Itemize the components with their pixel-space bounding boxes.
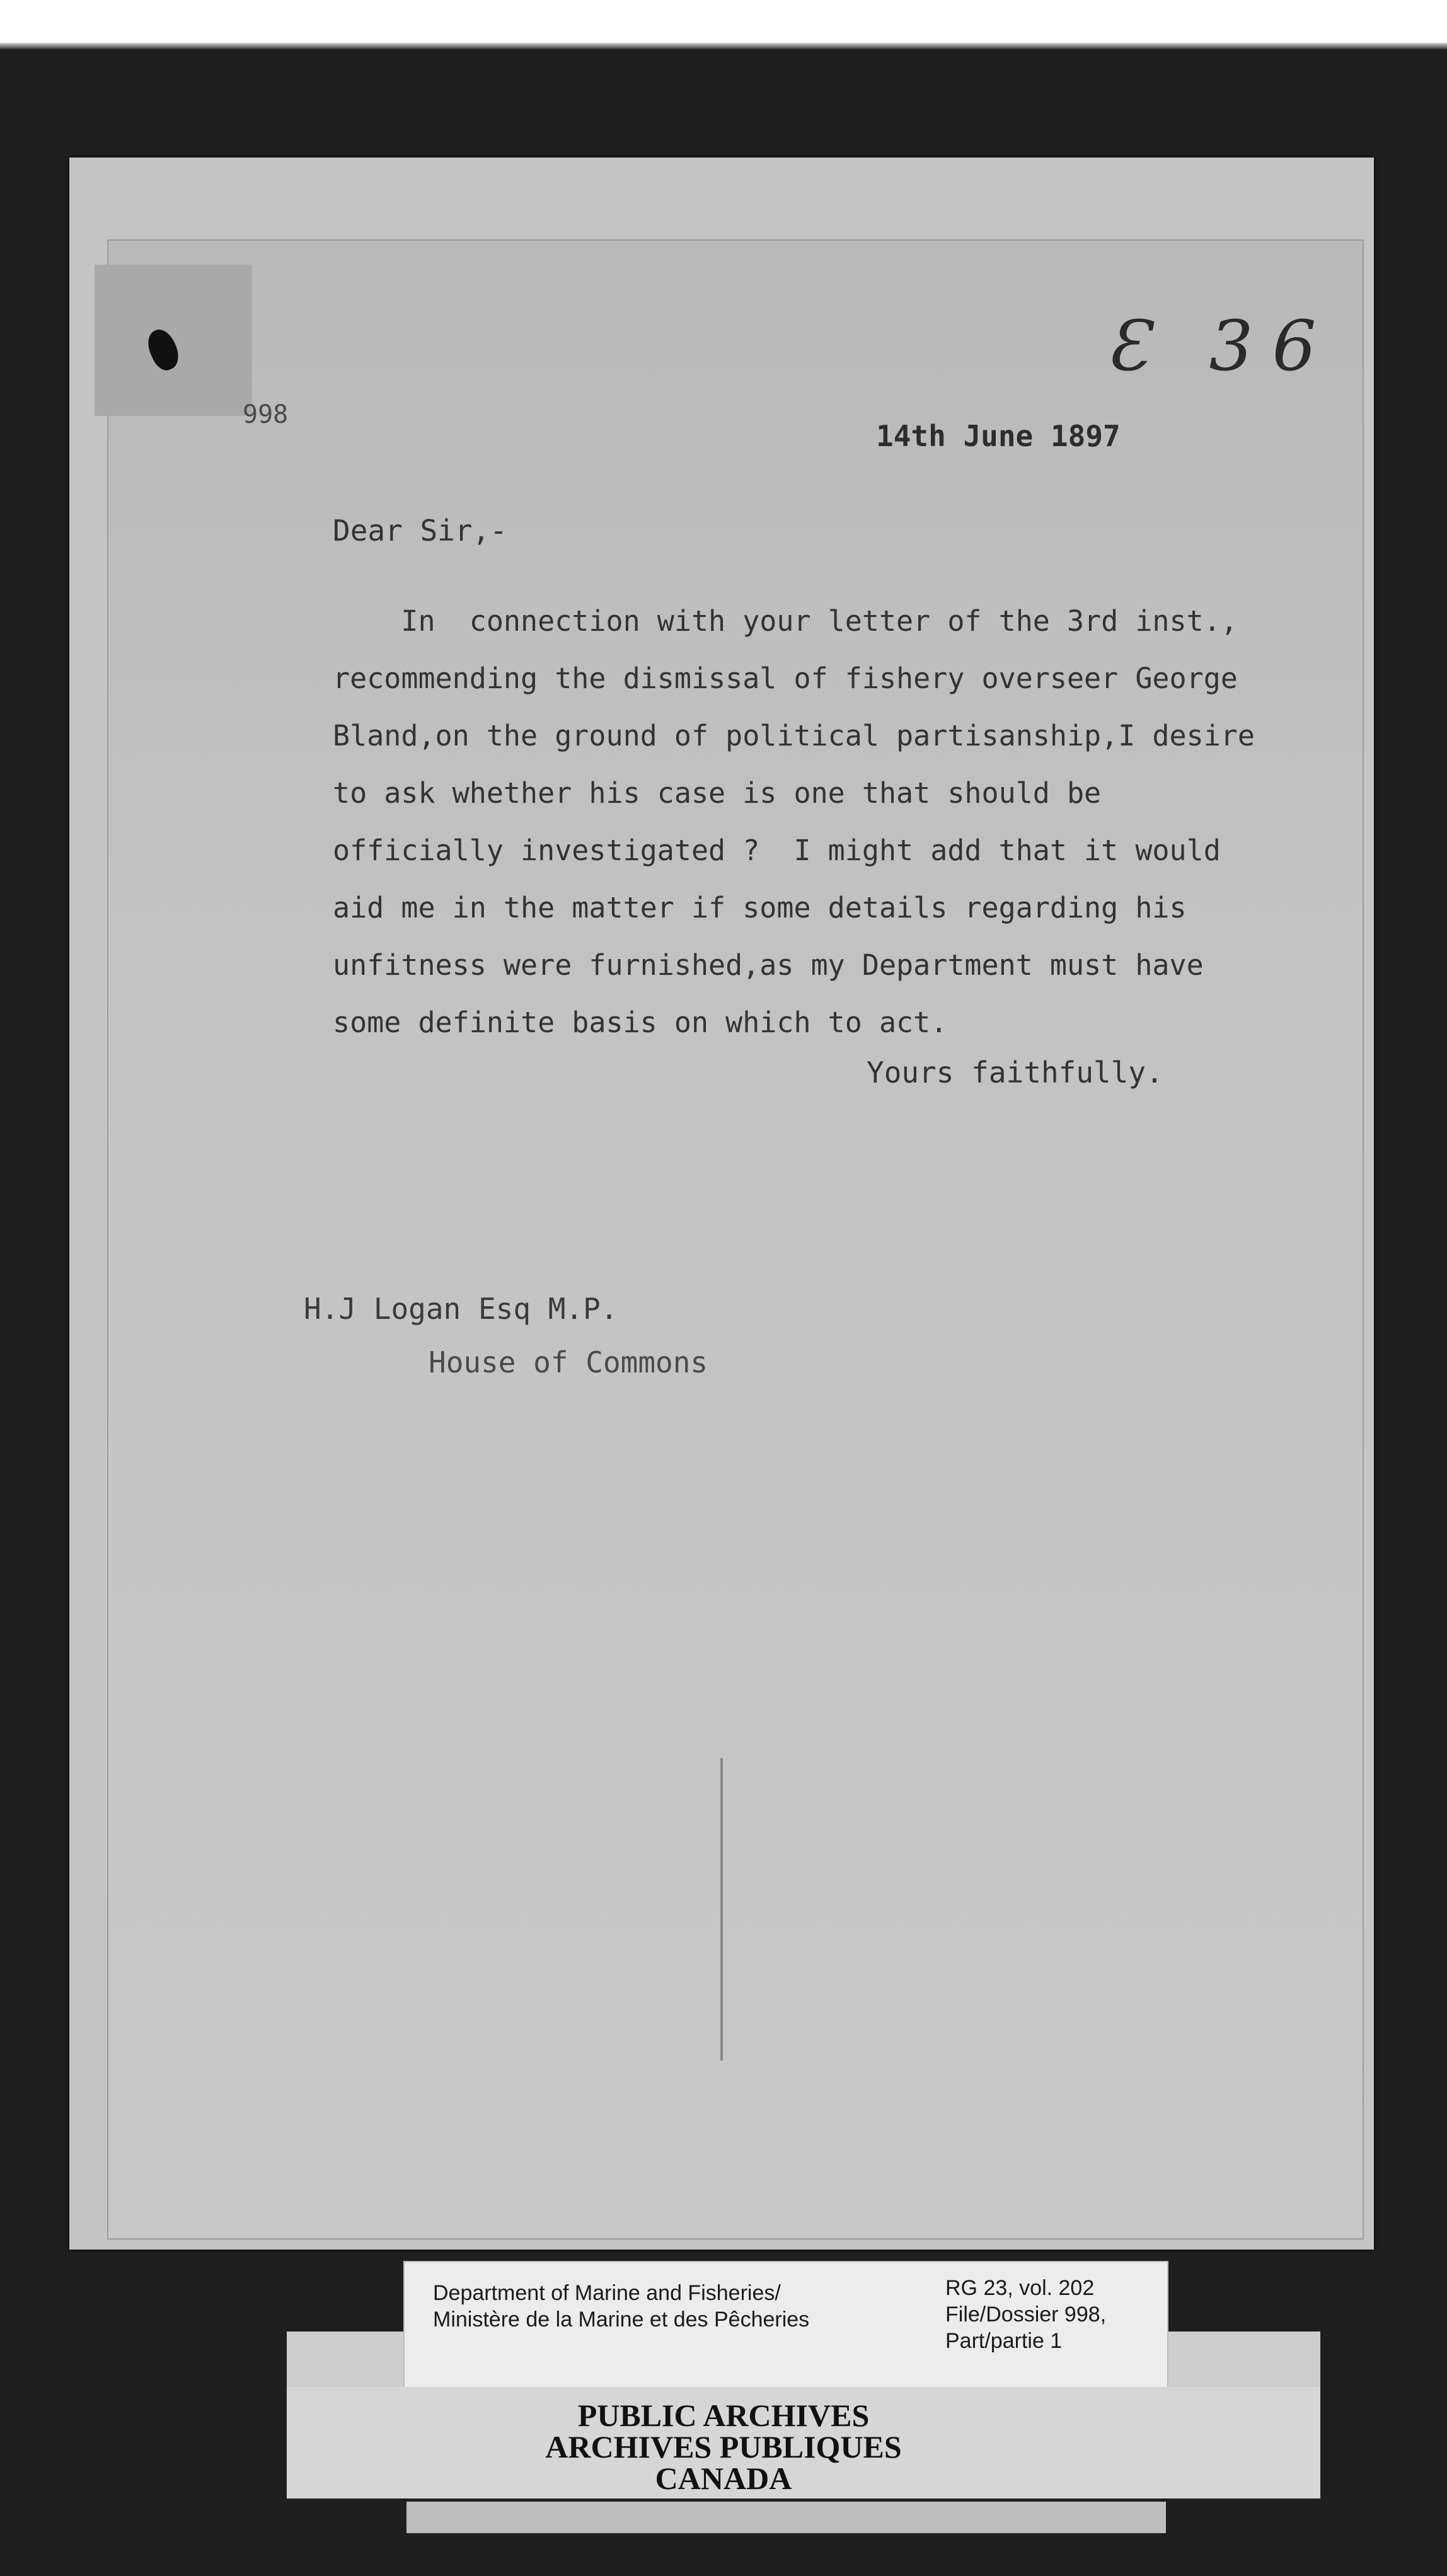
pencil-annotation: Ɛ 36: [1106, 306, 1335, 386]
letter-body: [333, 592, 1291, 1051]
stamp-line: PUBLIC ARCHIVES: [577, 2398, 870, 2433]
department-fr: Ministère de la Marine et des Pêcheries: [433, 2308, 810, 2332]
stamp-line: ARCHIVES PUBLIQUES: [545, 2429, 902, 2464]
closing: Yours faithfully.: [867, 1055, 1163, 1090]
body-line: officially investigated ? I might add that it would: [333, 834, 1221, 867]
paper-crease: [720, 1758, 723, 2061]
address: House of Commons: [429, 1345, 708, 1379]
body-line: Bland,on the ground of political partisanship,I desire: [333, 719, 1255, 752]
body-line: aid me in the matter if some details regarding his: [333, 891, 1187, 924]
body-line: some definite basis on which to act.: [333, 1006, 948, 1039]
department-en: Department of Marine and Fisheries/: [433, 2281, 781, 2305]
body-line: unfitness were furnished,as my Department must have: [333, 948, 1204, 982]
body-line: recommending the dismissal of fishery overseer George: [333, 662, 1238, 695]
archive-department: [433, 2280, 809, 2333]
reference-line: File/Dossier 998,: [945, 2303, 1107, 2326]
archive-reference: [945, 2275, 1106, 2354]
letter-date: 14th June 1897: [876, 419, 1121, 453]
archives-stamp: [0, 2400, 1447, 2494]
file-number: 998: [243, 400, 289, 429]
bottom-strip: [406, 2502, 1166, 2533]
archive-label: [403, 2261, 1168, 2389]
addressee: H.J Logan Esq M.P.: [304, 1292, 618, 1326]
body-line: to ask whether his case is one that should be: [333, 776, 1102, 810]
salutation: Dear Sir,-: [333, 514, 507, 548]
reference-line: RG 23, vol. 202: [945, 2276, 1095, 2300]
film-edge: [0, 43, 1447, 49]
reference-line: Part/partie 1: [945, 2329, 1063, 2353]
stamp-line: CANADA: [655, 2461, 792, 2496]
letter-page: [107, 239, 1364, 2240]
body-line: In connection with your letter of the 3rd inst.,: [333, 604, 1238, 638]
